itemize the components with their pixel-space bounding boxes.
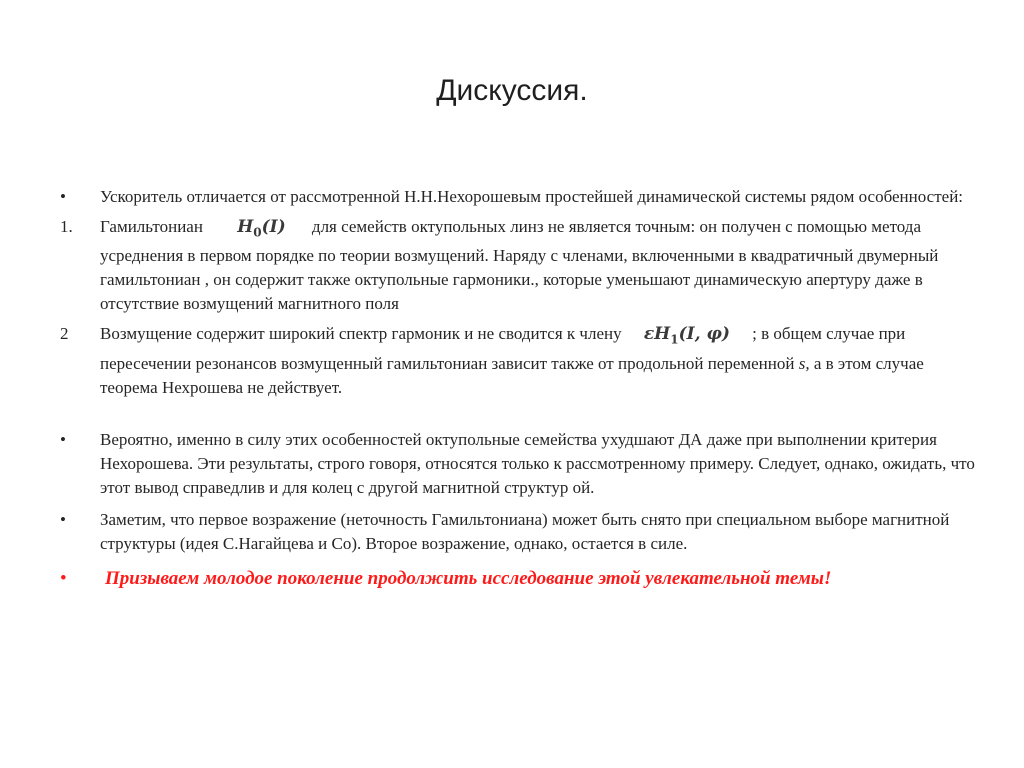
item-text-before: Возмущение содержит широкий спектр гармоник и не сводится к члену: [100, 324, 622, 344]
bullet-marker: •: [60, 187, 66, 206]
formula-eh1: [644, 322, 730, 351]
number-marker: 1.: [60, 217, 73, 236]
item-text: Вероятно, именно в силу этих особенностей октупольные семейства ухудшают ДА даже при выполнении критерия Нехорошева. Эти результаты, строго говоря, относятся только к рассмотренному примеру. Следует, однако, ожидать, что этот вывод справедлив и для колец с другой магнитной структур ой.: [100, 429, 975, 497]
formula-subscript: 1: [670, 332, 679, 347]
list-item: [60, 185, 980, 209]
slide-body: [60, 185, 980, 592]
formula-subscript: 0: [253, 225, 262, 240]
bullet-marker: •: [60, 509, 66, 529]
item-text: Ускоритель отличается от рассмотренной Н.Н.Нехорошевым простейшей динамической системы рядом особенностей:: [100, 187, 964, 206]
list-item: [60, 508, 980, 556]
list-item: [60, 215, 980, 316]
number-marker: 2: [60, 324, 69, 344]
formula-h0: [237, 215, 285, 244]
bullet-marker: •: [60, 567, 67, 589]
item-text-after: а в этом случае теорема Нехрошева не действует.: [100, 353, 924, 397]
formula-symbol: εH: [643, 324, 671, 345]
item-text: Заметим, что первое возражение (неточность Гамильтониана) может быть снято при специальном выборе магнитной структуры (идея С.Нагайцева и Со). Второе возражение, однако, остается в силе.: [100, 509, 950, 553]
formula-argument: (I, φ): [678, 324, 730, 345]
formula-argument: (I): [261, 217, 286, 237]
bullet-marker: •: [60, 429, 66, 449]
list-item: [60, 428, 980, 500]
list-item: [60, 322, 980, 399]
item-text-before: Гамильтониан: [100, 217, 203, 236]
slide-title: Дискуссия.: [436, 74, 588, 107]
formula-symbol: H: [237, 217, 254, 237]
call-to-action-text: Призываем молодое поколение продолжить исследование этой увлекательной темы!: [105, 567, 832, 589]
item-text-after: ; в общем случае при пересечении резонансов возмущенный гамильтониан зависит также от продольной переменной: [100, 324, 906, 373]
call-to-action: [60, 566, 980, 592]
variable-s: s,: [798, 353, 810, 373]
item-text-after: для семейств октупольных линз не является точным: он получен с помощью метода усреднения в первом порядке по теории возмущений. Наряду с членами, включенными в квадратичный двумерный гамильтониан , он содержит также октупольные гармоники., которые уменьшают динамическую апертуру даже в отсутствие возмущений магнитного поля: [100, 217, 939, 314]
